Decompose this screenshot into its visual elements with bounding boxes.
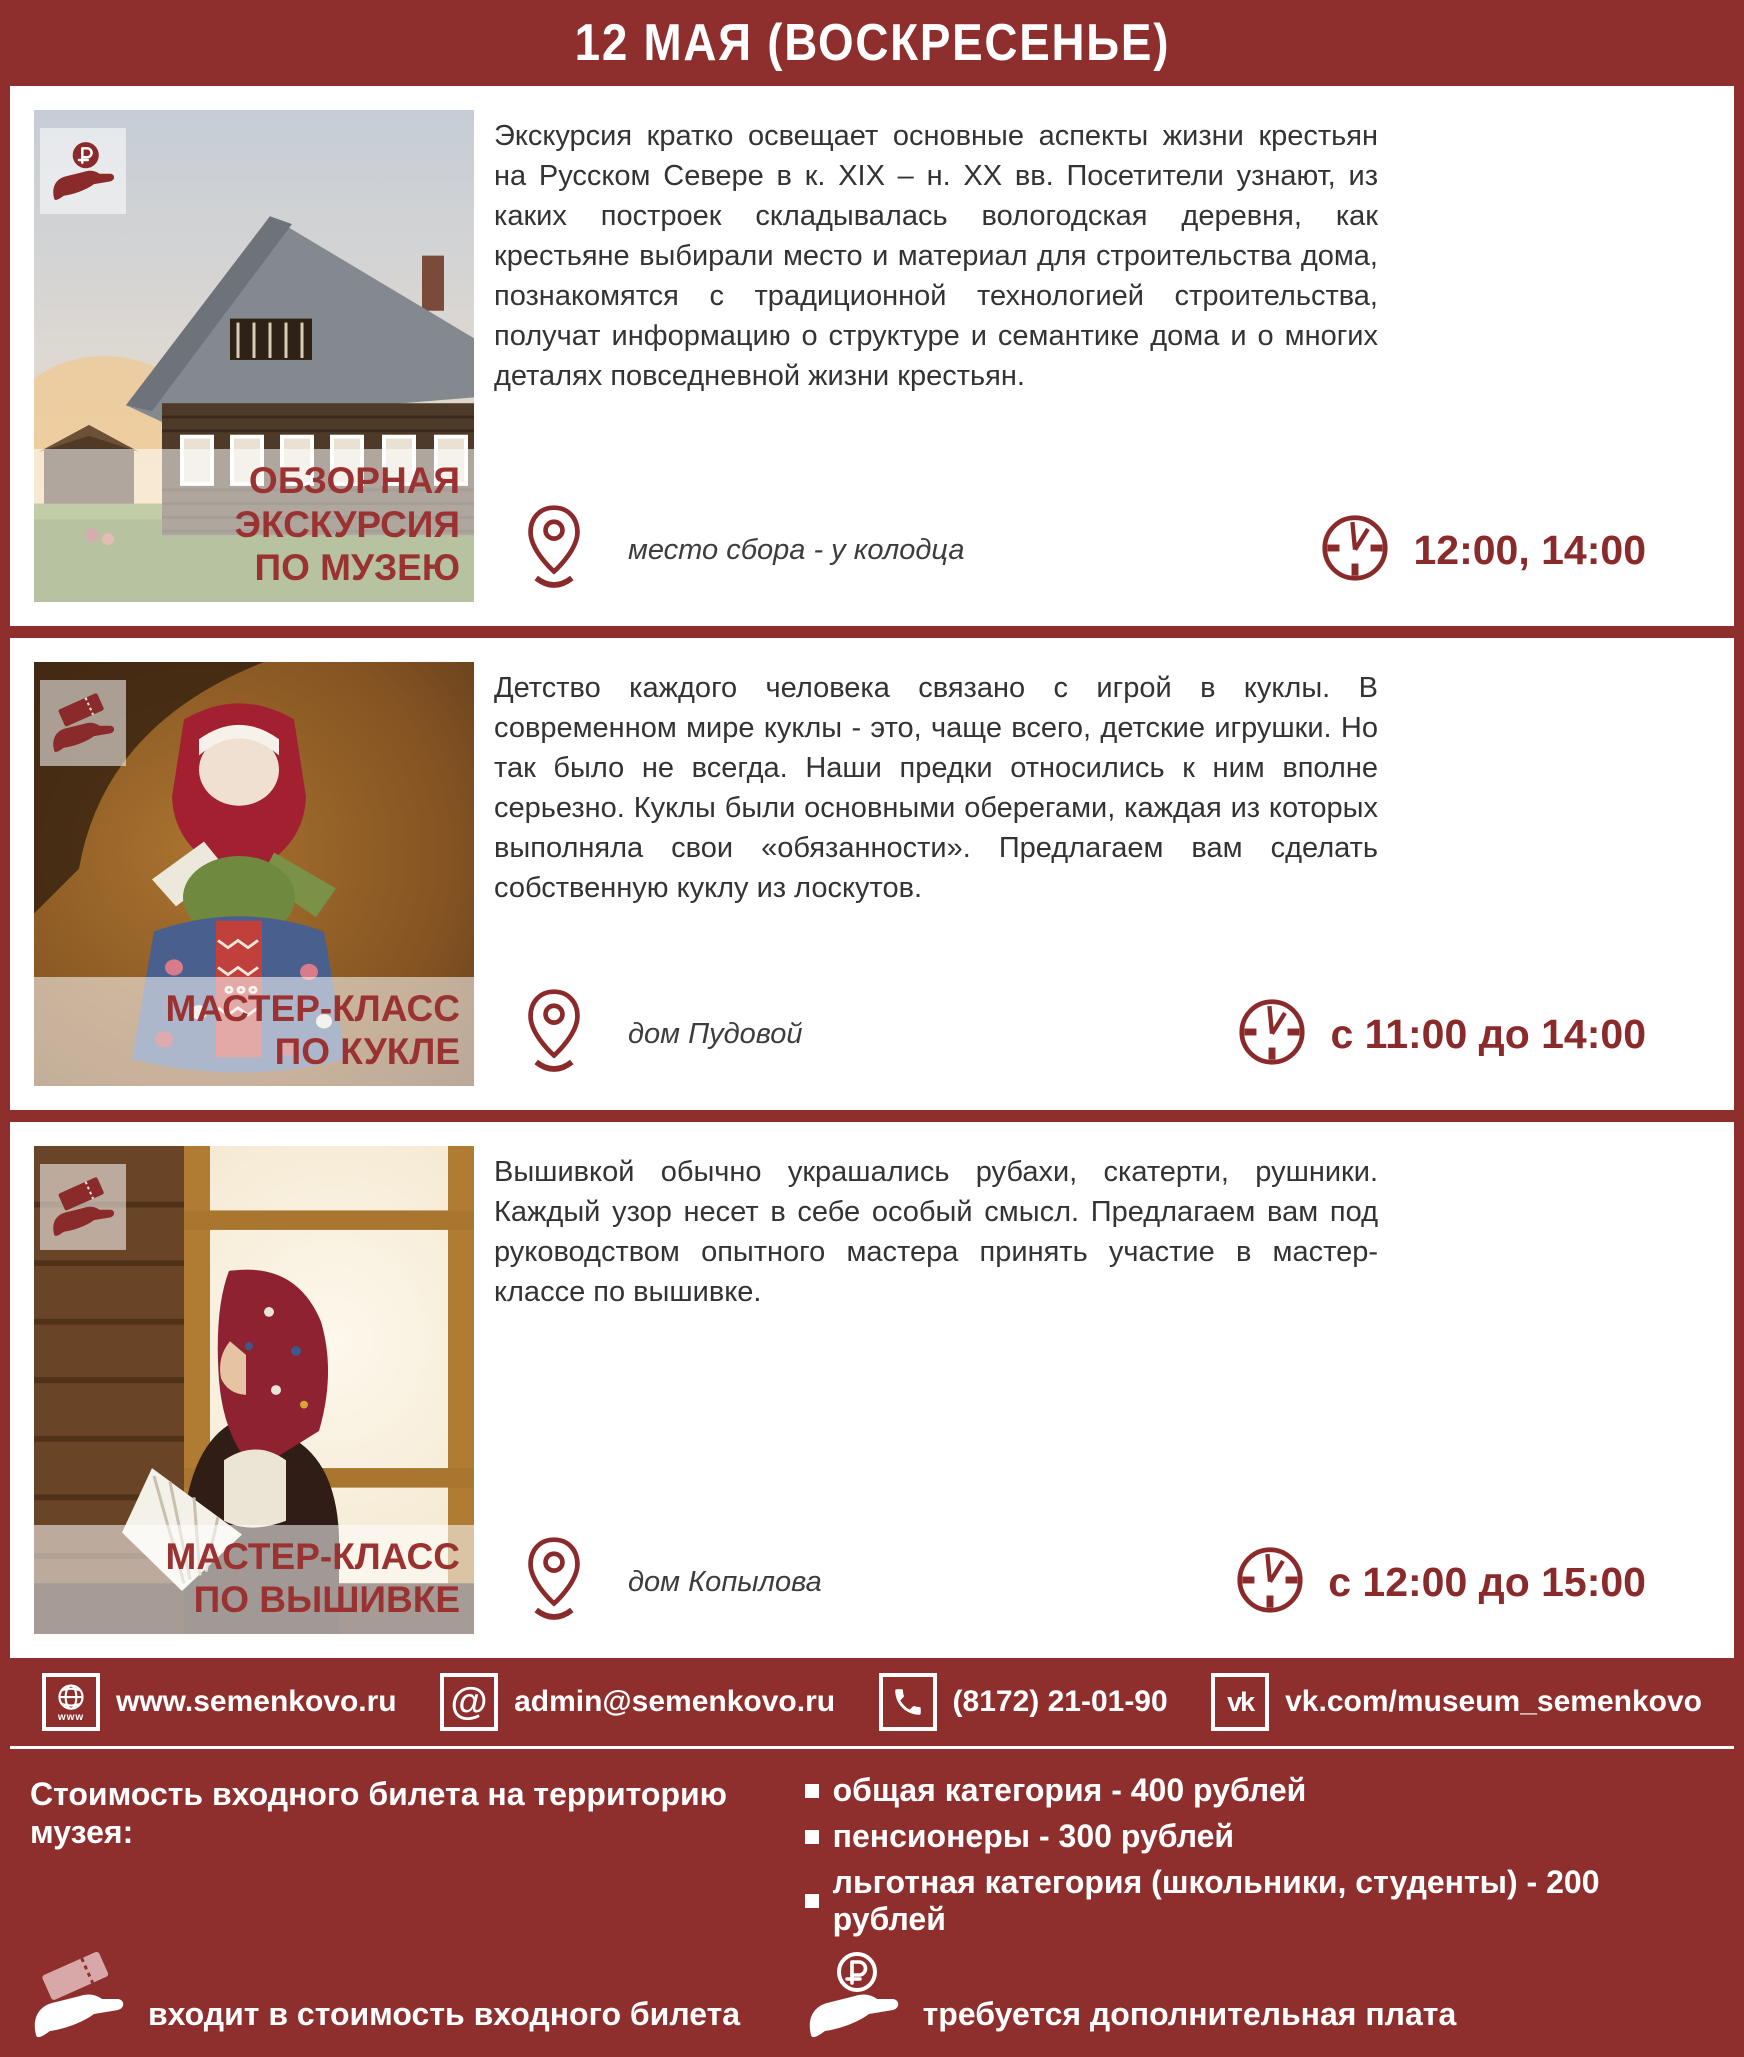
- event-content: [494, 662, 1710, 1086]
- price-item-general: общая категория - 400 рублей: [805, 1772, 1714, 1809]
- event-description: Детство каждого человека связано с игрой в куклы. В современном мире куклы - это, чаще всего, детские игрушки. Но так было не всегда. Наши предки относились к ним вполне серьезно. Куклы были основными оберегами, каждая из которых выполняла свои «обязанности». Предлагаем вам сделать собственную куклу из лоскутов.: [494, 672, 1378, 905]
- event-card-tour: [10, 86, 1734, 626]
- event-time: с 12:00 до 15:00: [1328, 1559, 1646, 1605]
- event-photo-doll: [34, 662, 474, 1086]
- event-content: [494, 110, 1710, 602]
- event-title-line1: ОБЗОРНАЯ ЭКСКУРСИЯ: [234, 460, 460, 545]
- ticket-hand-icon: [50, 690, 116, 756]
- location-pin-icon: [524, 987, 584, 1082]
- clock-icon: [1234, 994, 1310, 1075]
- website-text: www.semenkovo.ru: [116, 1685, 397, 1718]
- ticket-hand-icon: [30, 1947, 126, 2043]
- event-description: Вышивкой обычно украшались рубахи, скатерти, рушники. Каждый узор несет в себе особый смысл. Предлагаем вам под руководством опытного мастера принять участие в мастер-классе по вышивке.: [494, 1156, 1378, 1309]
- vk-icon: vk: [1211, 1673, 1269, 1731]
- contact-phone: [879, 1673, 1168, 1731]
- event-description: Экскурсия кратко освещает основные аспекты жизни крестьян на Русском Севере в к. XIX – н. XX вв. Посетители узнают, из каких построек складывалась вологодская деревня, как крестьяне выбирали место и материал для строительства дома, познакомятся с традиционной технологией строительства, получат информацию о структуре и семантике дома и о многих деталях повседневной жизни крестьян.: [494, 120, 1378, 393]
- contact-website: [42, 1673, 397, 1731]
- event-title-tour: [34, 449, 474, 602]
- event-place: [524, 1535, 822, 1630]
- ticket-hand-icon: [50, 1174, 116, 1240]
- legend-extra-fee: [805, 1947, 1714, 2057]
- payment-badge: [40, 1164, 126, 1250]
- location-pin-icon: [524, 503, 584, 598]
- event-photo-embroidery: [34, 1146, 474, 1634]
- event-time: с 11:00 до 14:00: [1330, 1011, 1646, 1057]
- price-item-discount: льготная категория (школьники, студенты) - 200 рублей: [805, 1864, 1714, 1938]
- event-content: [494, 1146, 1710, 1634]
- globe-www-icon: www: [42, 1673, 100, 1731]
- price-list: [805, 1763, 1714, 1947]
- phone-text: (8172) 21-01-90: [952, 1685, 1168, 1718]
- event-title-line2: ПО МУЗЕЮ: [254, 547, 460, 589]
- event-title-doll: [34, 977, 474, 1086]
- payment-badge: [40, 128, 126, 214]
- event-title-line1: МАСТЕР-КЛАСС: [165, 987, 460, 1029]
- at-icon: @: [440, 1673, 498, 1731]
- contact-email: [440, 1673, 835, 1731]
- ruble-hand-icon: [50, 138, 116, 204]
- event-title-line1: МАСТЕР-КЛАСС: [165, 1535, 460, 1577]
- event-card-embroidery: [10, 1122, 1734, 1658]
- ruble-hand-icon: [805, 1947, 901, 2043]
- pricing-section: [0, 1749, 1744, 2032]
- price-item-pensioners: пенсионеры - 300 рублей: [805, 1818, 1714, 1855]
- clock-icon: [1232, 1542, 1308, 1623]
- event-location: место сбора - у колодца: [628, 534, 965, 566]
- event-location: дом Копылова: [628, 1566, 822, 1598]
- pricing-title: Стоимость входного билета на территорию музея:: [30, 1776, 727, 1851]
- event-card-doll: [10, 638, 1734, 1110]
- event-photo-house: [34, 110, 474, 602]
- event-meta: [494, 1535, 1710, 1634]
- contact-vk: [1211, 1673, 1702, 1731]
- event-timebox: [1317, 510, 1646, 591]
- location-pin-icon: [524, 1535, 584, 1630]
- page-title: 12 МАЯ (ВОСКРЕСЕНЬЕ): [574, 14, 1170, 72]
- phone-icon: [879, 1673, 937, 1731]
- event-title-line2: ПО КУКЛЕ: [274, 1031, 460, 1073]
- event-timebox: [1232, 1542, 1646, 1623]
- payment-badge: [40, 680, 126, 766]
- email-text: admin@semenkovo.ru: [514, 1685, 836, 1718]
- event-title-line2: ПО ВЫШИВКЕ: [193, 1579, 460, 1621]
- contacts-bar: [0, 1658, 1744, 1746]
- legend-included-text: входит в стоимость входного билета: [148, 1996, 741, 2032]
- clock-icon: [1317, 510, 1393, 591]
- legend-extra-fee-text: требуется дополнительная плата: [922, 1996, 1457, 2032]
- vk-text: vk.com/museum_semenkovo: [1285, 1685, 1702, 1718]
- event-title-embroidery: [34, 1525, 474, 1634]
- event-place: [524, 987, 803, 1082]
- event-meta: [494, 503, 1710, 602]
- event-location: дом Пудовой: [628, 1018, 803, 1050]
- event-time: 12:00, 14:00: [1413, 527, 1646, 573]
- event-place: [524, 503, 964, 598]
- legend-included: [30, 1947, 805, 2057]
- page-header: [0, 0, 1744, 86]
- event-cards: [0, 86, 1744, 1658]
- event-timebox: [1234, 994, 1646, 1075]
- event-meta: [494, 987, 1710, 1086]
